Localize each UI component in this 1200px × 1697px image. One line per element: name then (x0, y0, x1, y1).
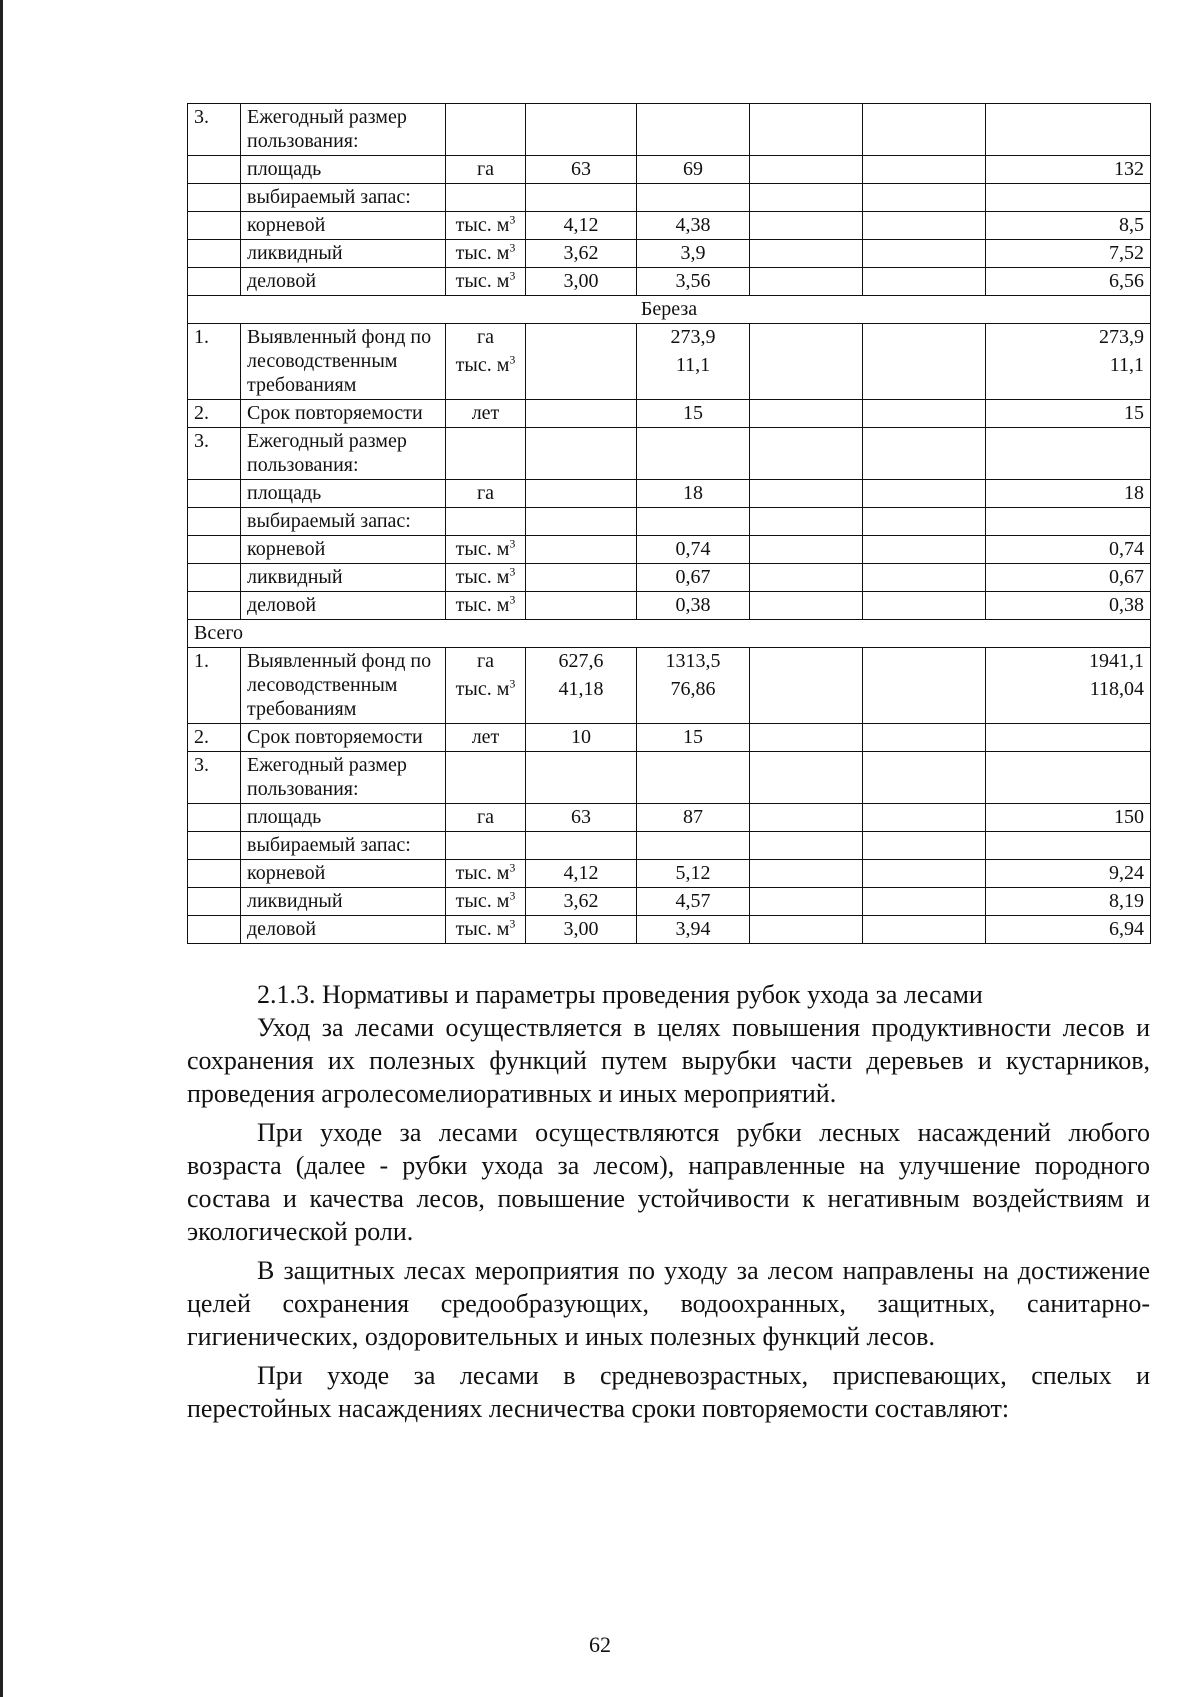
row-label-cell: площадь (241, 156, 446, 184)
unit-text: тыс. м (455, 214, 510, 236)
paragraph: Уход за лесами осуществляется в целях повышения продуктивности лесов и сохранения их полезных функций путем вырубки части деревьев и кустарников, проведения агролесомелиоративных и иных мероприятий. (187, 1013, 1150, 1108)
row-label-cell: Выявленный фонд по лесоводственным требованиям (241, 324, 446, 400)
value-cell (526, 324, 637, 400)
unit-text: тыс. м (455, 918, 510, 940)
table-body (188, 104, 1151, 944)
unit-cell (446, 804, 526, 832)
total-cell-line: 273,9 (1099, 326, 1144, 348)
value-cell (750, 184, 863, 212)
unit-superscript: 3 (509, 564, 516, 579)
row-label-cell: выбираемый запас: (241, 508, 446, 536)
unit-text: тыс. м (455, 890, 510, 912)
unit-cell (446, 648, 526, 724)
table-row (188, 428, 1151, 480)
row-number-cell (188, 916, 241, 944)
value-cell: 3,00 (526, 268, 637, 296)
value-cell (863, 888, 986, 916)
unit-cell (446, 508, 526, 536)
value-cell (863, 752, 986, 804)
unit-text: га (476, 326, 495, 348)
unit-cell (446, 400, 526, 428)
table-row (188, 804, 1151, 832)
value-cell (526, 536, 637, 564)
value-cell: 63 (526, 156, 637, 184)
total-cell (986, 832, 1151, 860)
row-label-cell: ликвидный (241, 240, 446, 268)
value-cell (637, 508, 750, 536)
value-cell: 4,57 (637, 888, 750, 916)
unit-cell (446, 240, 526, 268)
row-label-cell: выбираемый запас: (241, 832, 446, 860)
unit-superscript: 3 (509, 536, 516, 551)
value-cell (526, 400, 637, 428)
table-row (188, 888, 1151, 916)
row-number-cell: 2. (188, 400, 241, 428)
row-label-cell: корневой (241, 860, 446, 888)
value-cell: 4,38 (637, 212, 750, 240)
forest-use-table (187, 103, 1151, 944)
unit-text: тыс. м (455, 594, 510, 616)
table-row (188, 480, 1151, 508)
value-cell (863, 648, 986, 724)
value-cell (526, 648, 637, 724)
unit-superscript: 3 (509, 888, 516, 903)
total-cell (986, 104, 1151, 156)
table-row (188, 592, 1151, 620)
value-cell (526, 752, 637, 804)
value-cell (863, 508, 986, 536)
value-cell (750, 240, 863, 268)
value-cell (863, 324, 986, 400)
unit-cell (446, 564, 526, 592)
row-number-cell (188, 240, 241, 268)
total-cell-line: 1941,1 (1089, 650, 1144, 672)
value-cell: 15 (637, 400, 750, 428)
value-cell: 5,12 (637, 860, 750, 888)
row-label-cell: корневой (241, 536, 446, 564)
unit-cell (446, 104, 526, 156)
value-cell: 15 (637, 724, 750, 752)
unit-cell (446, 156, 526, 184)
row-label-cell: ликвидный (241, 888, 446, 916)
unit-text: лет (471, 402, 500, 424)
value-cell-line: 627,6 (558, 650, 604, 672)
section-heading: 2.1.3. Нормативы и параметры проведения рубок ухода за лесами (257, 980, 983, 1009)
unit-cell (446, 324, 526, 400)
row-label-cell: Ежегодный размер пользования: (241, 104, 446, 156)
value-cell (863, 156, 986, 184)
value-cell (750, 592, 863, 620)
total-cell (986, 184, 1151, 212)
unit-superscript: 3 (509, 240, 516, 255)
value-cell (750, 156, 863, 184)
row-number-cell (188, 536, 241, 564)
row-number-cell (188, 508, 241, 536)
value-cell (750, 564, 863, 592)
value-cell (863, 536, 986, 564)
total-cell: 0,38 (986, 592, 1151, 620)
paragraph: В защитных лесах мероприятия по уходу за лесом направлены на достижение целей сохранения средообразующих, водоохранных, защитных, санитарно-гигиенических, оздоровительных и иных полезных функций лесов. (187, 1256, 1150, 1351)
unit-cell (446, 480, 526, 508)
value-cell (863, 916, 986, 944)
row-number-cell (188, 184, 241, 212)
unit-superscript: 3 (509, 212, 516, 227)
value-cell: 10 (526, 724, 637, 752)
unit-text: лет (471, 726, 500, 748)
row-number-cell (188, 804, 241, 832)
unit-text (452, 677, 519, 701)
unit-cell (446, 752, 526, 804)
total-cell: 6,94 (986, 916, 1151, 944)
value-cell (863, 400, 986, 428)
unit-cell (446, 860, 526, 888)
total-cell: 0,67 (986, 564, 1151, 592)
total-cell (986, 428, 1151, 480)
unit-text: тыс. м (455, 242, 510, 264)
row-number-cell (188, 832, 241, 860)
table-row (188, 724, 1151, 752)
table-row (188, 296, 1151, 324)
row-label-cell: Срок повторяемости (241, 400, 446, 428)
row-label-cell: площадь (241, 480, 446, 508)
total-cell: 18 (986, 480, 1151, 508)
unit-cell (446, 428, 526, 480)
row-label-cell: площадь (241, 804, 446, 832)
row-label-cell: выбираемый запас: (241, 184, 446, 212)
page-number: 62 (589, 1632, 611, 1657)
value-cell (863, 240, 986, 268)
value-cell (863, 212, 986, 240)
value-cell (750, 508, 863, 536)
section-header-cell: Береза (188, 296, 1151, 324)
section-text (187, 978, 1150, 1425)
unit-superscript: 3 (509, 676, 516, 691)
value-cell (750, 400, 863, 428)
value-cell (863, 804, 986, 832)
table-row (188, 508, 1151, 536)
value-cell (637, 832, 750, 860)
row-label-cell: Ежегодный размер пользования: (241, 752, 446, 804)
value-cell (750, 480, 863, 508)
row-number-cell (188, 564, 241, 592)
value-cell: 4,12 (526, 212, 637, 240)
paragraph: При уходе за лесами осуществляются рубки лесных насаждений любого возраста (далее - рубки ухода за лесом), направленные на улучшение породного состава и качества лесов, повышение устойчивости к негативным воздействиям и экологической роли. (187, 1118, 1150, 1246)
value-cell (750, 212, 863, 240)
section-header-cell: Всего (188, 620, 1151, 648)
total-cell (986, 324, 1151, 400)
table-row (188, 400, 1151, 428)
value-cell (750, 916, 863, 944)
value-cell: 18 (637, 480, 750, 508)
value-cell-line: 41,18 (558, 678, 604, 700)
value-cell (637, 428, 750, 480)
row-label-cell: деловой (241, 592, 446, 620)
total-cell (986, 648, 1151, 724)
unit-text: га (476, 806, 495, 828)
value-cell (526, 564, 637, 592)
value-cell (863, 724, 986, 752)
table-row (188, 268, 1151, 296)
document-page (187, 103, 1150, 1431)
value-cell (863, 564, 986, 592)
unit-text: тыс. м (455, 678, 510, 700)
page-left-edge (0, 0, 3, 1697)
unit-text: тыс. м (455, 354, 510, 376)
row-number-cell (188, 592, 241, 620)
table-row (188, 620, 1151, 648)
total-cell-line: 118,04 (1089, 678, 1144, 700)
value-cell: 87 (637, 804, 750, 832)
value-cell (750, 268, 863, 296)
value-cell: 4,12 (526, 860, 637, 888)
value-cell (526, 832, 637, 860)
value-cell (526, 184, 637, 212)
unit-text: тыс. м (455, 270, 510, 292)
table-row (188, 324, 1151, 400)
table-row (188, 916, 1151, 944)
unit-text (452, 353, 519, 377)
table-row (188, 860, 1151, 888)
unit-text: га (476, 158, 495, 180)
row-label-cell: корневой (241, 212, 446, 240)
total-cell: 0,74 (986, 536, 1151, 564)
value-cell: 3,62 (526, 888, 637, 916)
table-row (188, 104, 1151, 156)
total-cell (986, 724, 1151, 752)
unit-text: га (476, 482, 495, 504)
value-cell (863, 592, 986, 620)
unit-cell (446, 832, 526, 860)
value-cell (750, 428, 863, 480)
value-cell (863, 832, 986, 860)
value-cell (637, 104, 750, 156)
value-cell (637, 752, 750, 804)
value-cell (863, 428, 986, 480)
value-cell (750, 804, 863, 832)
value-cell: 3,62 (526, 240, 637, 268)
value-cell (526, 508, 637, 536)
value-cell: 3,9 (637, 240, 750, 268)
value-cell (863, 268, 986, 296)
unit-cell (446, 592, 526, 620)
value-cell (526, 428, 637, 480)
unit-superscript: 3 (509, 860, 516, 875)
row-number-cell: 3. (188, 428, 241, 480)
value-cell (750, 860, 863, 888)
value-cell: 3,56 (637, 268, 750, 296)
row-label-cell: Ежегодный размер пользования: (241, 428, 446, 480)
value-cell (637, 324, 750, 400)
value-cell: 3,94 (637, 916, 750, 944)
row-number-cell: 2. (188, 724, 241, 752)
row-number-cell: 1. (188, 648, 241, 724)
value-cell: 0,67 (637, 564, 750, 592)
unit-text: тыс. м (455, 538, 510, 560)
total-cell: 7,52 (986, 240, 1151, 268)
value-cell (750, 104, 863, 156)
row-number-cell (188, 212, 241, 240)
total-cell: 15 (986, 400, 1151, 428)
row-label-cell: деловой (241, 916, 446, 944)
table-row (188, 184, 1151, 212)
value-cell (750, 752, 863, 804)
value-cell: 0,74 (637, 536, 750, 564)
value-cell (750, 536, 863, 564)
value-cell (863, 104, 986, 156)
total-cell: 9,24 (986, 860, 1151, 888)
unit-text: тыс. м (455, 566, 510, 588)
value-cell (526, 104, 637, 156)
value-cell: 3,00 (526, 916, 637, 944)
unit-superscript: 3 (509, 592, 516, 607)
value-cell: 0,38 (637, 592, 750, 620)
value-cell (863, 480, 986, 508)
paragraph: При уходе за лесами в средневозрастных, приспевающих, спелых и перестойных насаждениях лесничества сроки повторяемости составляют: (187, 1361, 1150, 1423)
total-cell: 132 (986, 156, 1151, 184)
total-cell: 150 (986, 804, 1151, 832)
row-number-cell (188, 888, 241, 916)
table-row (188, 156, 1151, 184)
row-label-cell: Срок повторяемости (241, 724, 446, 752)
value-cell (750, 888, 863, 916)
value-cell-line: 76,86 (670, 678, 716, 700)
value-cell (526, 480, 637, 508)
row-number-cell (188, 860, 241, 888)
unit-superscript: 3 (509, 352, 516, 367)
unit-text: тыс. м (455, 862, 510, 884)
unit-cell (446, 184, 526, 212)
table-row (188, 564, 1151, 592)
row-label-cell: ликвидный (241, 564, 446, 592)
unit-superscript: 3 (509, 916, 516, 931)
row-number-cell (188, 268, 241, 296)
table-row (188, 240, 1151, 268)
value-cell (863, 184, 986, 212)
value-cell (750, 832, 863, 860)
value-cell-line: 273,9 (670, 326, 716, 348)
total-cell (986, 752, 1151, 804)
total-cell: 6,56 (986, 268, 1151, 296)
unit-cell (446, 268, 526, 296)
total-cell: 8,5 (986, 212, 1151, 240)
row-label-cell: Выявленный фонд по лесоводственным требованиям (241, 648, 446, 724)
value-cell-line: 11,1 (675, 354, 711, 376)
row-number-cell (188, 156, 241, 184)
value-cell (863, 860, 986, 888)
total-cell-line: 11,1 (1109, 354, 1144, 376)
unit-cell (446, 536, 526, 564)
table-row (188, 752, 1151, 804)
value-cell (637, 648, 750, 724)
row-label-cell: деловой (241, 268, 446, 296)
row-number-cell: 1. (188, 324, 241, 400)
value-cell-line: 1313,5 (665, 650, 721, 672)
unit-cell (446, 212, 526, 240)
table-row (188, 832, 1151, 860)
table-row (188, 212, 1151, 240)
total-cell (986, 508, 1151, 536)
value-cell: 69 (637, 156, 750, 184)
table-row (188, 648, 1151, 724)
value-cell (750, 324, 863, 400)
row-number-cell (188, 480, 241, 508)
table-row (188, 536, 1151, 564)
unit-cell (446, 724, 526, 752)
value-cell (526, 592, 637, 620)
unit-text: га (476, 650, 495, 672)
row-number-cell: 3. (188, 752, 241, 804)
unit-cell (446, 916, 526, 944)
unit-superscript: 3 (509, 268, 516, 283)
unit-cell (446, 888, 526, 916)
total-cell: 8,19 (986, 888, 1151, 916)
value-cell: 63 (526, 804, 637, 832)
value-cell (750, 648, 863, 724)
row-number-cell: 3. (188, 104, 241, 156)
value-cell (637, 184, 750, 212)
value-cell (750, 724, 863, 752)
